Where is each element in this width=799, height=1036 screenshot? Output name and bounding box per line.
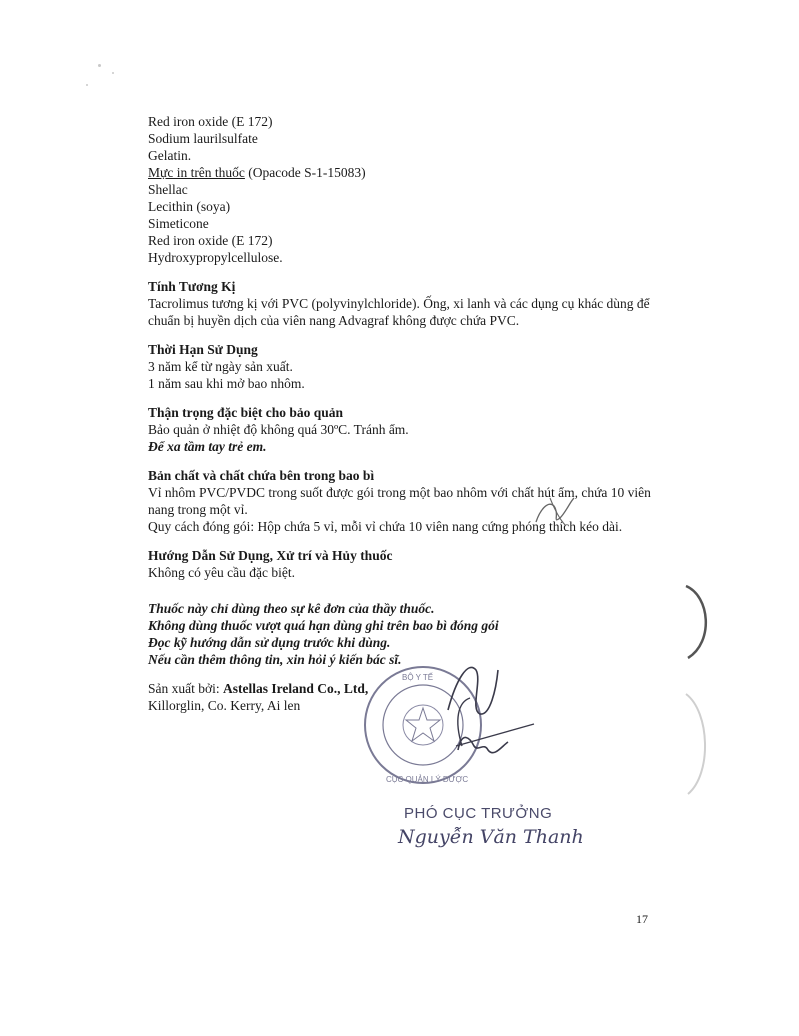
ink-item: Lecithin (soya) (148, 199, 231, 214)
ink-item: Hydroxypropylcellulose. (148, 250, 283, 265)
official-stamp (358, 650, 538, 800)
notice-line: Nếu cần thêm thông tin, xin hỏi ý kiến bác sĩ. (148, 652, 402, 667)
ink-label: Mực in trên thuốc (148, 165, 245, 180)
section-text: Vỉ nhôm PVC/PVDC trong suốt được gói trong một bao nhôm với chất hút ẩm, chứa 10 viên (148, 485, 651, 500)
signer-title: PHÓ CỤC TRƯỞNG (404, 805, 553, 822)
manufacturer-prefix: Sản xuất bởi: (148, 681, 224, 696)
ingredient-line: Gelatin. (148, 148, 192, 163)
ink-item: Red iron oxide (E 172) (148, 233, 273, 248)
manufacturer-line (148, 680, 368, 697)
section-text: Quy cách đóng gói: Hộp chứa 5 vỉ, mỗi vỉ chứa 10 viên nang cứng phóng thích kéo dài. (148, 519, 623, 534)
manufacturer-name: Astellas Ireland Co., Ltd, (223, 681, 369, 696)
section-text: 3 năm kể từ ngày sản xuất. (148, 359, 293, 374)
signer-name: Nguyễn Văn Thanh (398, 826, 584, 848)
section-title-incompatibility: Tính Tương Kị (148, 279, 236, 294)
ink-code: (Opacode S-1-15083) (244, 165, 366, 180)
page-number: 17 (636, 912, 648, 926)
section-title-storage: Thận trọng đặc biệt cho bảo quản (148, 405, 344, 420)
notice-line: Đọc kỹ hướng dẫn sử dụng trước khi dùng. (148, 635, 391, 650)
ink-heading (148, 164, 366, 181)
section-title-packaging: Bản chất và chất chứa bên trong bao bì (148, 468, 375, 483)
section-text: 1 năm sau khi mở bao nhôm. (148, 376, 305, 391)
child-warning: Để xa tầm tay trẻ em. (148, 439, 267, 454)
section-text: Không có yêu cầu đặc biệt. (148, 565, 295, 580)
notice-line: Thuốc này chỉ dùng theo sự kê đơn của thầy thuốc. (148, 601, 435, 616)
section-text: Tacrolimus tương kị với PVC (polyvinylchloride). Ống, xi lanh và các dụng cụ khác dùng để (148, 296, 650, 311)
stamp-top-text: BỘ Y TẾ (402, 673, 434, 682)
ink-item: Shellac (148, 182, 188, 197)
initials-scribble (530, 492, 580, 530)
scan-speck (112, 72, 114, 74)
edge-stamp-mark (680, 582, 720, 662)
stamp-bottom-text: CỤC QUẢN LÝ DƯỢC (386, 775, 469, 784)
section-text: chuẩn bị huyền dịch của viên nang Advagraf không được chứa PVC. (148, 313, 520, 328)
edge-stamp-mark (680, 690, 720, 800)
ingredient-line: Sodium laurilsulfate (148, 131, 258, 146)
section-text: Bảo quản ở nhiệt độ không quá 30ºC. Tránh ẩm. (148, 422, 409, 437)
ink-item: Simeticone (148, 216, 209, 231)
notice-line: Không dùng thuốc vượt quá hạn dùng ghi trên bao bì đóng gói (148, 618, 499, 633)
scan-speck (86, 84, 88, 86)
ingredient-line: Red iron oxide (E 172) (148, 114, 273, 129)
scan-speck (98, 64, 101, 67)
manufacturer-address: Killorglin, Co. Kerry, Ai len (148, 698, 301, 713)
section-title-shelf-life: Thời Hạn Sử Dụng (148, 342, 258, 357)
section-title-handling: Hướng Dẫn Sử Dụng, Xử trí và Hủy thuốc (148, 548, 393, 563)
section-text: nang trong một vỉ. (148, 502, 248, 517)
